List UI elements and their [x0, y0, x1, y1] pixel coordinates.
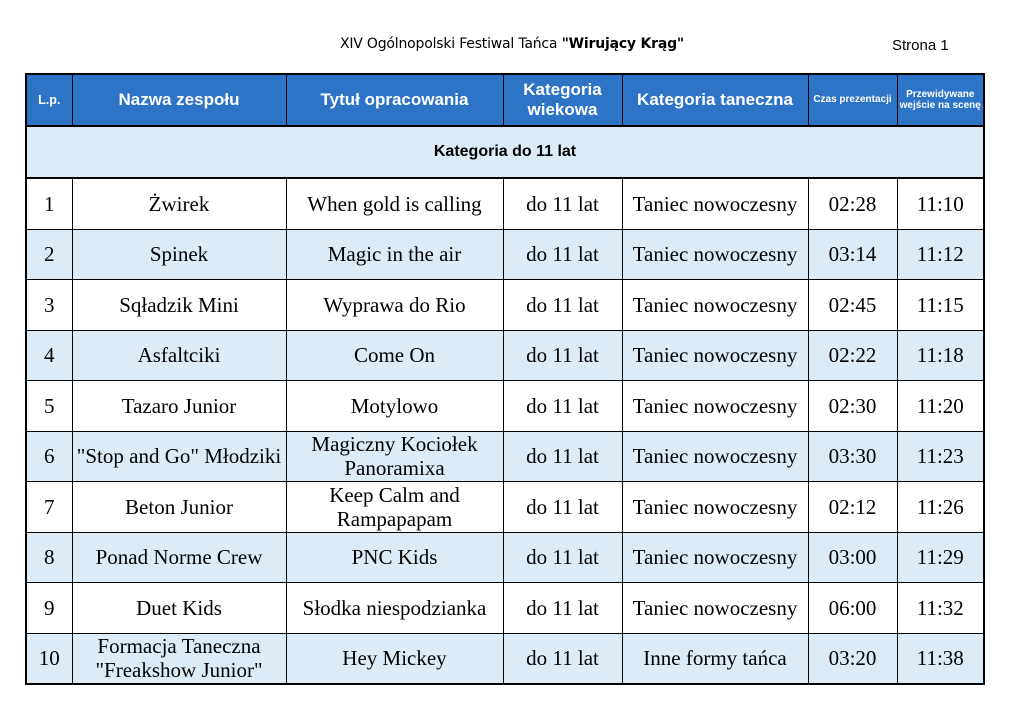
table-row: [26, 583, 984, 634]
cell-piece-title: Magiczny Kociołek Panoramixa: [286, 431, 503, 482]
cell-lp: 7: [26, 482, 72, 533]
cell-team-name: Formacja Taneczna "Freakshow Junior": [72, 633, 286, 684]
cell-duration: 02:30: [808, 381, 897, 432]
cell-stage-entry: 11:20: [897, 381, 984, 432]
cell-duration: 03:30: [808, 431, 897, 482]
cell-dance-category: Taniec nowoczesny: [622, 229, 808, 280]
table-row: [26, 431, 984, 482]
cell-piece-title: Magic in the air: [286, 229, 503, 280]
cell-dance-category: Taniec nowoczesny: [622, 431, 808, 482]
table-row: [26, 178, 984, 229]
table-row: [26, 381, 984, 432]
cell-age-category: do 11 lat: [503, 178, 622, 229]
cell-stage-entry: 11:10: [897, 178, 984, 229]
table-row: [26, 330, 984, 381]
title-festival-name: "Wirujący Krąg": [561, 36, 685, 52]
table-row: [26, 229, 984, 280]
cell-stage-entry: 11:18: [897, 330, 984, 381]
cell-duration: 06:00: [808, 583, 897, 634]
cell-lp: 1: [26, 178, 72, 229]
cell-team-name: Asfaltciki: [72, 330, 286, 381]
cell-age-category: do 11 lat: [503, 330, 622, 381]
col-header-dance-category: Kategoria taneczna: [622, 74, 808, 126]
cell-duration: 02:12: [808, 482, 897, 533]
cell-piece-title: Come On: [286, 330, 503, 381]
cell-stage-entry: 11:15: [897, 280, 984, 331]
category-band-row: [26, 126, 984, 178]
cell-lp: 4: [26, 330, 72, 381]
col-header-lp: L.p.: [26, 74, 72, 126]
cell-team-name: Tazaro Junior: [72, 381, 286, 432]
cell-piece-title: PNC Kids: [286, 532, 503, 583]
cell-dance-category: Taniec nowoczesny: [622, 532, 808, 583]
title-prefix: XIV Ogólnopolski Festiwal Tańca: [339, 36, 562, 52]
col-header-duration: Czas prezentacji: [808, 74, 897, 126]
cell-lp: 5: [26, 381, 72, 432]
cell-lp: 9: [26, 583, 72, 634]
cell-team-name: Beton Junior: [72, 482, 286, 533]
cell-dance-category: Taniec nowoczesny: [622, 381, 808, 432]
table-row: [26, 280, 984, 331]
cell-piece-title: Wyprawa do Rio: [286, 280, 503, 331]
col-header-stage-entry: Przewidywane wejście na scenę: [897, 74, 984, 126]
cell-lp: 10: [26, 633, 72, 684]
cell-lp: 6: [26, 431, 72, 482]
cell-age-category: do 11 lat: [503, 280, 622, 331]
cell-duration: 02:45: [808, 280, 897, 331]
cell-duration: 03:14: [808, 229, 897, 280]
table-body: [26, 178, 984, 684]
cell-stage-entry: 11:29: [897, 532, 984, 583]
cell-duration: 02:22: [808, 330, 897, 381]
cell-team-name: Żwirek: [72, 178, 286, 229]
cell-piece-title: Keep Calm and Rampapapam: [286, 482, 503, 533]
cell-lp: 8: [26, 532, 72, 583]
cell-piece-title: Słodka niespodzianka: [286, 583, 503, 634]
cell-duration: 03:20: [808, 633, 897, 684]
cell-duration: 02:28: [808, 178, 897, 229]
cell-lp: 3: [26, 280, 72, 331]
cell-age-category: do 11 lat: [503, 381, 622, 432]
cell-stage-entry: 11:23: [897, 431, 984, 482]
cell-age-category: do 11 lat: [503, 532, 622, 583]
cell-stage-entry: 11:26: [897, 482, 984, 533]
cell-age-category: do 11 lat: [503, 583, 622, 634]
cell-dance-category: Inne formy tańca: [622, 633, 808, 684]
cell-stage-entry: 11:12: [897, 229, 984, 280]
cell-team-name: Spinek: [72, 229, 286, 280]
cell-team-name: Duet Kids: [72, 583, 286, 634]
cell-duration: 03:00: [808, 532, 897, 583]
cell-stage-entry: 11:38: [897, 633, 984, 684]
cell-dance-category: Taniec nowoczesny: [622, 280, 808, 331]
document-title: [0, 36, 1024, 52]
cell-piece-title: Hey Mickey: [286, 633, 503, 684]
page-number: Strona 1: [892, 37, 949, 54]
cell-age-category: do 11 lat: [503, 482, 622, 533]
cell-team-name: Ponad Norme Crew: [72, 532, 286, 583]
cell-age-category: do 11 lat: [503, 633, 622, 684]
table-row: [26, 633, 984, 684]
cell-dance-category: Taniec nowoczesny: [622, 583, 808, 634]
cell-stage-entry: 11:32: [897, 583, 984, 634]
cell-team-name: Sqładzik Mini: [72, 280, 286, 331]
schedule-table: [25, 73, 985, 685]
cell-dance-category: Taniec nowoczesny: [622, 178, 808, 229]
cell-team-name: "Stop and Go" Młodziki: [72, 431, 286, 482]
col-header-age-category: Kategoria wiekowa: [503, 74, 622, 126]
col-header-piece-title: Tytuł opracowania: [286, 74, 503, 126]
cell-piece-title: When gold is calling: [286, 178, 503, 229]
table-row: [26, 482, 984, 533]
category-band-label: Kategoria do 11 lat: [26, 126, 984, 178]
col-header-team-name: Nazwa zespołu: [72, 74, 286, 126]
table-header-row: [26, 74, 984, 126]
cell-lp: 2: [26, 229, 72, 280]
cell-age-category: do 11 lat: [503, 431, 622, 482]
table-row: [26, 532, 984, 583]
cell-dance-category: Taniec nowoczesny: [622, 330, 808, 381]
cell-age-category: do 11 lat: [503, 229, 622, 280]
cell-piece-title: Motylowo: [286, 381, 503, 432]
cell-dance-category: Taniec nowoczesny: [622, 482, 808, 533]
